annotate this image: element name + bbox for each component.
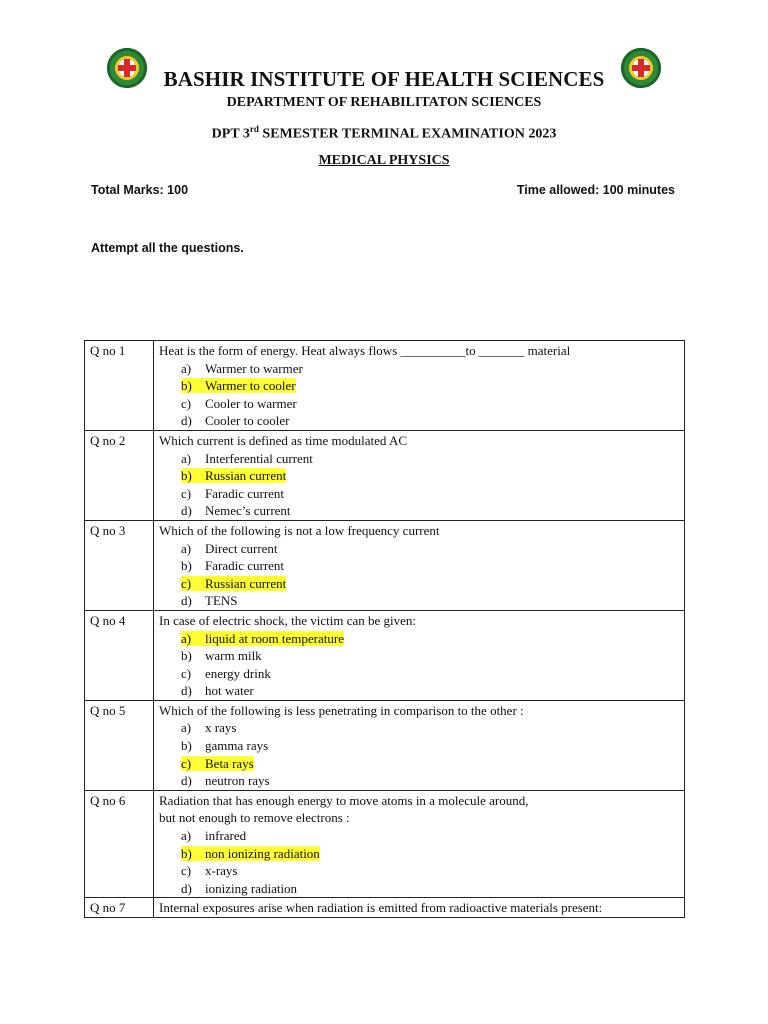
total-marks: Total Marks: 100: [91, 183, 189, 197]
option-letter: a): [181, 540, 192, 556]
answer-option: [159, 412, 679, 430]
department-title: DEPARTMENT OF REHABILITATON SCIENCES: [226, 95, 542, 110]
option-letter: c): [181, 665, 192, 681]
answer-options: [159, 719, 679, 789]
option-letter: d): [181, 503, 192, 519]
question-number: Q no 6: [85, 790, 154, 898]
option-text: infrared: [205, 828, 247, 844]
option-text: Nemec’s current: [205, 503, 291, 519]
institution-title: BASHIR INSTITUTE OF HEALTH SCIENCES: [163, 67, 605, 91]
question-text: Heat is the form of energy. Heat always flows __________to _______ material: [159, 343, 571, 358]
question-text: Which of the following is not a low frequency current: [159, 522, 440, 538]
question-row: [85, 341, 685, 431]
option-letter: d): [181, 880, 192, 896]
question-text: Radiation that has enough energy to move atoms in a molecule around,: [159, 792, 529, 808]
option-letter: d): [181, 593, 192, 609]
instructions: Attempt all the questions.: [91, 241, 244, 255]
option-letter: b): [181, 648, 192, 664]
question-cell: [154, 790, 685, 898]
answer-option: [159, 772, 679, 790]
option-text: TENS: [205, 593, 238, 609]
question-row: [85, 700, 685, 790]
option-letter: b): [181, 558, 192, 574]
option-text: non ionizing radiation: [205, 845, 320, 861]
option-letter: b): [181, 845, 192, 861]
question-row: [85, 898, 685, 918]
question-text-continued: but not enough to remove electrons :: [159, 810, 350, 826]
option-letter: d): [181, 773, 192, 789]
answer-option: [159, 880, 679, 898]
option-text: Warmer to cooler: [205, 378, 296, 394]
answer-option: [159, 485, 679, 503]
option-letter: a): [181, 630, 192, 646]
questions-table: [84, 340, 685, 918]
question-text: Which of the following is less penetrating in comparison to the other :: [159, 702, 524, 718]
answer-option: [159, 647, 679, 665]
answer-option: [159, 467, 679, 485]
question-number: Q no 2: [85, 430, 154, 520]
option-text: x-rays: [205, 863, 238, 879]
option-letter: c): [181, 755, 192, 771]
answer-option: [159, 395, 679, 413]
question-cell: [154, 610, 685, 700]
option-letter: b): [181, 468, 192, 484]
question-cell: [154, 430, 685, 520]
question-number: Q no 4: [85, 610, 154, 700]
question-number: Q no 1: [85, 341, 154, 431]
option-text: liquid at room temperature: [205, 630, 344, 646]
option-letter: c): [181, 575, 192, 591]
option-letter: c): [181, 395, 192, 411]
answer-option: [159, 502, 679, 520]
option-letter: a): [181, 360, 192, 376]
answer-option: [159, 592, 679, 610]
option-text: neutron rays: [205, 773, 270, 789]
answer-option: [159, 737, 679, 755]
question-number: Q no 7: [85, 898, 154, 918]
question-cell: [154, 898, 685, 918]
option-text: Direct current: [205, 540, 278, 556]
answer-options: [159, 360, 679, 430]
option-letter: c): [181, 485, 192, 501]
answer-option: [159, 827, 679, 845]
answer-option: [159, 630, 679, 648]
answer-options: [159, 827, 679, 897]
option-letter: d): [181, 413, 192, 429]
option-text: Beta rays: [205, 755, 254, 771]
question-text: In case of electric shock, the victim can be given:: [159, 612, 417, 628]
option-text: energy drink: [205, 665, 271, 681]
question-text: Internal exposures arise when radiation is emitted from radioactive materials present:: [159, 900, 603, 916]
answer-option: [159, 360, 679, 378]
answer-option: [159, 845, 679, 863]
question-cell: [154, 341, 685, 431]
question-row: [85, 430, 685, 520]
option-text: warm milk: [205, 648, 262, 664]
question-text: Which current is defined as time modulated AC: [159, 432, 408, 448]
option-text: gamma rays: [205, 738, 269, 754]
question-cell: [154, 520, 685, 610]
exam-title: DPT 3rd SEMESTER TERMINAL EXAMINATION 2023: [211, 124, 557, 142]
time-allowed: Time allowed: 100 minutes: [516, 183, 675, 197]
option-text: ionizing radiation: [205, 880, 298, 896]
answer-option: [159, 557, 679, 575]
option-letter: d): [181, 683, 192, 699]
question-row: [85, 520, 685, 610]
question-number: Q no 5: [85, 700, 154, 790]
subject-title: MEDICAL PHYSICS: [318, 153, 450, 168]
answer-options: [159, 540, 679, 610]
option-letter: a): [181, 450, 192, 466]
option-text: Cooler to warmer: [205, 395, 297, 411]
answer-option: [159, 540, 679, 558]
answer-option: [159, 377, 679, 395]
option-text: Interferential current: [205, 450, 313, 466]
option-text: hot water: [205, 683, 254, 699]
answer-option: [159, 862, 679, 880]
option-letter: c): [181, 863, 192, 879]
question-number: Q no 3: [85, 520, 154, 610]
option-letter: b): [181, 378, 192, 394]
option-text: Cooler to cooler: [205, 413, 290, 429]
option-letter: a): [181, 828, 192, 844]
option-letter: b): [181, 738, 192, 754]
answer-options: [159, 630, 679, 700]
option-text: Faradic current: [205, 558, 285, 574]
option-text: Russian current: [205, 468, 287, 484]
option-text: x rays: [205, 720, 237, 736]
question-row: [85, 610, 685, 700]
option-text: Warmer to warmer: [205, 360, 303, 376]
answer-option: [159, 682, 679, 700]
option-text: Faradic current: [205, 485, 285, 501]
question-cell: [154, 700, 685, 790]
answer-option: [159, 755, 679, 773]
answer-option: [159, 719, 679, 737]
option-text: Russian current: [205, 575, 287, 591]
answer-option: [159, 665, 679, 683]
option-letter: a): [181, 720, 192, 736]
answer-options: [159, 450, 679, 520]
answer-option: [159, 450, 679, 468]
answer-option: [159, 575, 679, 593]
question-row: [85, 790, 685, 898]
